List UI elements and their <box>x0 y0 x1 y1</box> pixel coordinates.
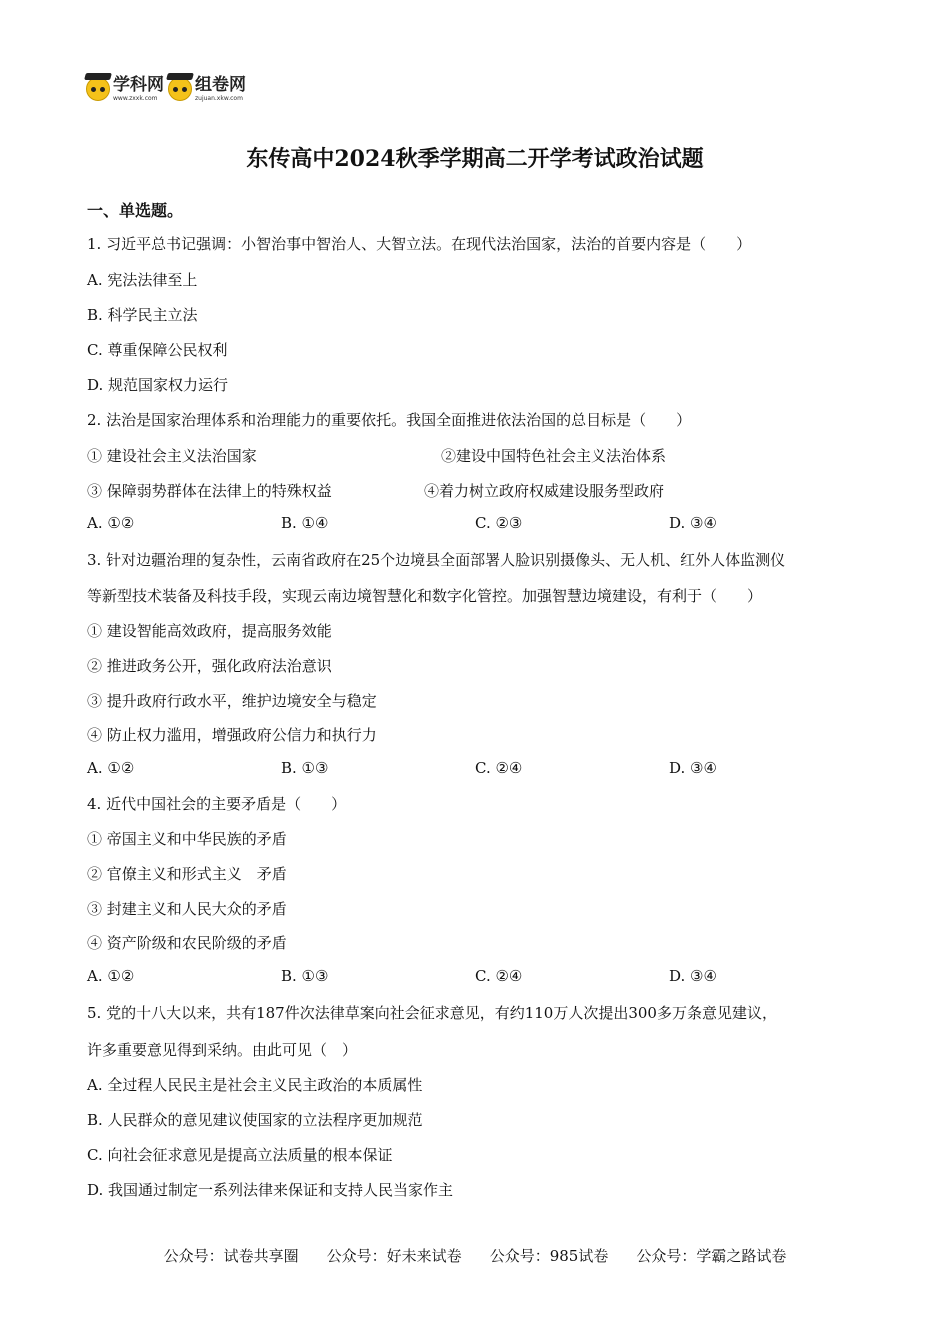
q3-item-3: ③ 提升政府行政水平，维护边境安全与稳定 <box>87 692 377 710</box>
q1-option-a[interactable]: A. 宪法法律至上 <box>87 271 198 289</box>
q5-option-c[interactable]: C. 向社会征求意见是提高立法质量的根本保证 <box>87 1146 393 1164</box>
logo1-url: www.zxxk.com <box>113 94 158 102</box>
q4-item-3: ③ 封建主义和人民大众的矛盾 <box>87 900 287 918</box>
q2-option-a[interactable]: A. ①② <box>87 514 135 532</box>
logo2-name: 组卷网 <box>195 74 246 95</box>
q2-item-1: ① 建设社会主义法治国家 <box>87 447 257 465</box>
q3-item-2: ② 推进政务公开，强化政府法治意识 <box>87 657 332 675</box>
q2-option-c[interactable]: C. ②③ <box>475 514 523 532</box>
q5-stem-line2: 许多重要意见得到采纳。由此可见（ ） <box>87 1041 358 1059</box>
q4-item-4: ④ 资产阶级和农民阶级的矛盾 <box>87 934 287 952</box>
q4-item-1: ① 帝国主义和中华民族的矛盾 <box>87 830 287 848</box>
document-title: 东传高中2024秋季学期高二开学考试政治试题 <box>246 146 704 172</box>
q2-option-d[interactable]: D. ③④ <box>669 514 717 532</box>
q4-option-c[interactable]: C. ②④ <box>475 967 523 985</box>
q4-stem: 4. 近代中国社会的主要矛盾是（ ） <box>87 795 347 813</box>
logo2-url: zujuan.xkw.com <box>195 94 243 102</box>
site-logo[interactable] <box>86 72 246 106</box>
q2-stem: 2. 法治是国家治理体系和治理能力的重要依托。我国全面推进依法治国的总目标是（ ） <box>87 411 692 429</box>
q3-stem-line1: 3. 针对边疆治理的复杂性，云南省政府在25个边境县全面部署人脸识别摄像头、无人机、红外人体监测仪 <box>87 551 786 569</box>
q2-item-3: ③ 保障弱势群体在法律上的特殊权益 <box>87 482 332 500</box>
xkw-logo <box>86 74 164 102</box>
q3-option-d[interactable]: D. ③④ <box>669 759 717 777</box>
q2-option-b[interactable]: B. ①④ <box>281 514 329 532</box>
q4-item-2: ② 官僚主义和形式主义 矛盾 <box>87 865 287 883</box>
q3-stem-line2: 等新型技术装备及科技手段，实现云南边境智慧化和数字化管控。加强智慧边境建设，有利于（ ） <box>87 587 763 605</box>
footer <box>0 1245 950 1266</box>
q1-option-c[interactable]: C. 尊重保障公民权利 <box>87 341 228 359</box>
q4-option-a[interactable]: A. ①② <box>87 967 135 985</box>
mascot-icon <box>168 77 192 101</box>
zujuan-logo <box>168 74 246 102</box>
footer-account-1: 公众号：试卷共享圈 <box>163 1247 299 1265</box>
mascot-icon <box>86 77 110 101</box>
q1-option-b[interactable]: B. 科学民主立法 <box>87 306 198 324</box>
q3-option-c[interactable]: C. ②④ <box>475 759 523 777</box>
q5-option-d[interactable]: D. 我国通过制定一系列法律来保证和支持人民当家作主 <box>87 1181 454 1199</box>
q5-stem-line1: 5. 党的十八大以来，共有187件次法律草案向社会征求意见，有约110万人次提出300多万条意见建议， <box>87 1004 777 1022</box>
footer-account-3: 公众号：985试卷 <box>489 1247 609 1265</box>
logo1-name: 学科网 <box>113 74 164 95</box>
q3-item-1: ① 建设智能高效政府，提高服务效能 <box>87 622 332 640</box>
q5-option-a[interactable]: A. 全过程人民民主是社会主义民主政治的本质属性 <box>87 1076 423 1094</box>
q1-option-d[interactable]: D. 规范国家权力运行 <box>87 376 229 394</box>
q2-item-2: ②建设中国特色社会主义法治体系 <box>441 447 667 465</box>
q4-option-b[interactable]: B. ①③ <box>281 967 329 985</box>
q4-option-d[interactable]: D. ③④ <box>669 967 717 985</box>
q3-item-4: ④ 防止权力滥用，增强政府公信力和执行力 <box>87 726 377 744</box>
q2-item-4: ④着力树立政府权威建设服务型政府 <box>424 482 665 500</box>
q5-option-b[interactable]: B. 人民群众的意见建议使国家的立法程序更加规范 <box>87 1111 423 1129</box>
footer-account-2: 公众号：好未来试卷 <box>326 1247 462 1265</box>
q1-stem: 1. 习近平总书记强调：小智治事中智治人、大智立法。在现代法治国家，法治的首要内容是（ ） <box>87 235 752 253</box>
section-heading: 一、单选题。 <box>87 201 184 220</box>
footer-account-4: 公众号：学霸之路试卷 <box>636 1247 787 1265</box>
q3-option-a[interactable]: A. ①② <box>87 759 135 777</box>
q3-option-b[interactable]: B. ①③ <box>281 759 329 777</box>
